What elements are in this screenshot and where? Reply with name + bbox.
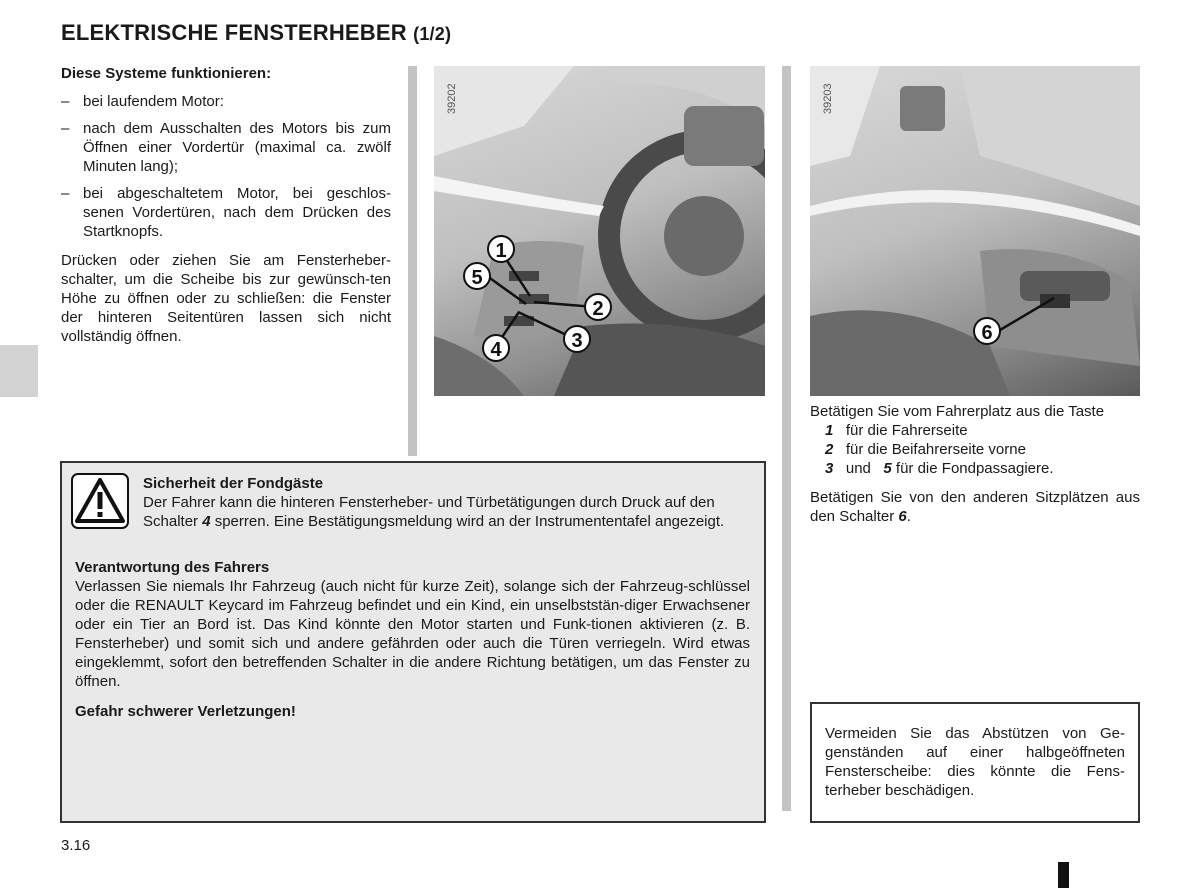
figure-driver-door-switches [434, 66, 765, 396]
list-item [61, 92, 391, 111]
callout-4 [483, 335, 509, 361]
column-separator [408, 66, 417, 456]
list-item [61, 184, 391, 241]
caption-paragraph [810, 488, 1140, 526]
caption-item [810, 421, 1150, 440]
conditions-list [61, 92, 391, 249]
caption-line: Betätigen Sie vom Fahrerplatz aus die Taste [810, 403, 1105, 420]
column-separator [782, 66, 791, 811]
list-item-text: bei laufendem Motor: [83, 93, 224, 110]
warning-paragraph: Verlassen Sie niemals Ihr Fahrzeug (auch nicht für kurze Zeit), solange sich der Fahrzeug-schlüssel oder die RENAULT Keycard im Fahrzeug befindet und ein Kind, ein unselbststän-diger Erwachsener oder ein Tier an Bord ist. Das Kind könnte den Motor starten und Funk-tionen aktivieren (z. B. Fensterheber) und somit sich und andere gefährden oder auch die Türen verriegeln. Wird etwas eingeklemmt, sofort den betreffenden Schalter in die andere Richtung betätigen, um das Fenster zu öffnen. [75, 578, 750, 690]
callout-label: 1 [495, 240, 507, 262]
intro-paragraph: Drücken oder ziehen Sie am Fensterheber-schalter, um die Scheibe bis zur gewünsch-ten Höhe zu öffnen oder zu schließen: die Fenster der hinteren Seitentüren lassen sich nicht vollständig öffnen. [61, 252, 391, 345]
warning-heading: Gefahr schwerer Verletzungen! [75, 703, 296, 720]
caption-item-text: für die Fahrerseite [845, 422, 968, 439]
list-dash: – [61, 93, 70, 110]
caption-item-text: für die Fondpassagiere. [895, 460, 1054, 477]
chapter-tab [0, 345, 38, 397]
page-title [61, 20, 451, 46]
caption-para-text: Betätigen Sie von den anderen Sitzplätzen aus den Schalter [810, 489, 1140, 525]
callout-label: 6 [981, 322, 993, 344]
caption-num: 5 [883, 460, 892, 477]
list-dash: – [61, 185, 70, 202]
title-suffix: (1/2) [413, 24, 452, 44]
warning-heading: Sicherheit der Fondgäste [143, 475, 324, 492]
warning-num: 4 [202, 513, 211, 530]
figure-code: 39202 [446, 83, 458, 114]
callout-1 [488, 236, 514, 262]
caption-item-text: für die Beifahrerseite vorne [845, 441, 1026, 458]
caption-num: 2 [825, 441, 834, 458]
caption-and: und [845, 460, 871, 477]
callout-3 [564, 326, 590, 352]
warning-heading: Verantwortung des Fahrers [75, 559, 270, 576]
warning-text: Der Fahrer kann die hinteren Fensterheber- und Türbetätigungen durch Druck auf den Schalter [143, 494, 715, 530]
list-item [61, 119, 391, 176]
list-item-text: nach dem Ausschalten des Motors bis zum Öffnen einer Vordertür (maximal ca. zwölf Minuten lang); [83, 120, 391, 175]
warning-paragraph [143, 493, 750, 531]
caption-num: 6 [898, 508, 907, 525]
warning-text: sperren. Eine Bestätigungsmeldung wird an der Instrumententafel angezeigt. [214, 513, 725, 530]
caption-item [810, 440, 1150, 459]
caption-num: 3 [825, 460, 834, 477]
callout-label: 2 [592, 298, 604, 320]
caption-para-end: . [906, 508, 911, 525]
warning-triangle-icon [71, 473, 129, 529]
intro-heading: Diese Systeme funktionieren: [61, 65, 272, 82]
callout-5 [464, 263, 490, 289]
callout-6 [974, 318, 1000, 344]
caption-num: 1 [825, 422, 834, 439]
figure-code: 39203 [822, 83, 834, 114]
title-text: ELEKTRISCHE FENSTERHEBER [61, 20, 407, 45]
callout-2 [585, 294, 611, 320]
page-number: 3.16 [61, 837, 91, 854]
list-dash: – [61, 120, 70, 137]
figure-caption [810, 402, 1150, 478]
caption-item [810, 459, 1150, 478]
page-corner-mark [1058, 862, 1069, 888]
callout-label: 5 [471, 267, 483, 289]
note-text: Vermeiden Sie das Abstützen von Ge-genständen auf einer halbgeöffneten Fensterscheibe: dies könnte die Fens-terheber beschädigen. [825, 725, 1125, 799]
figure-rear-door-switch [810, 66, 1140, 396]
callout-label: 3 [571, 330, 583, 352]
list-item-text: bei abgeschaltetem Motor, bei geschlos-senen Vordertüren, nach dem Drücken des Startknopfs. [83, 185, 391, 240]
callout-label: 4 [490, 339, 502, 361]
